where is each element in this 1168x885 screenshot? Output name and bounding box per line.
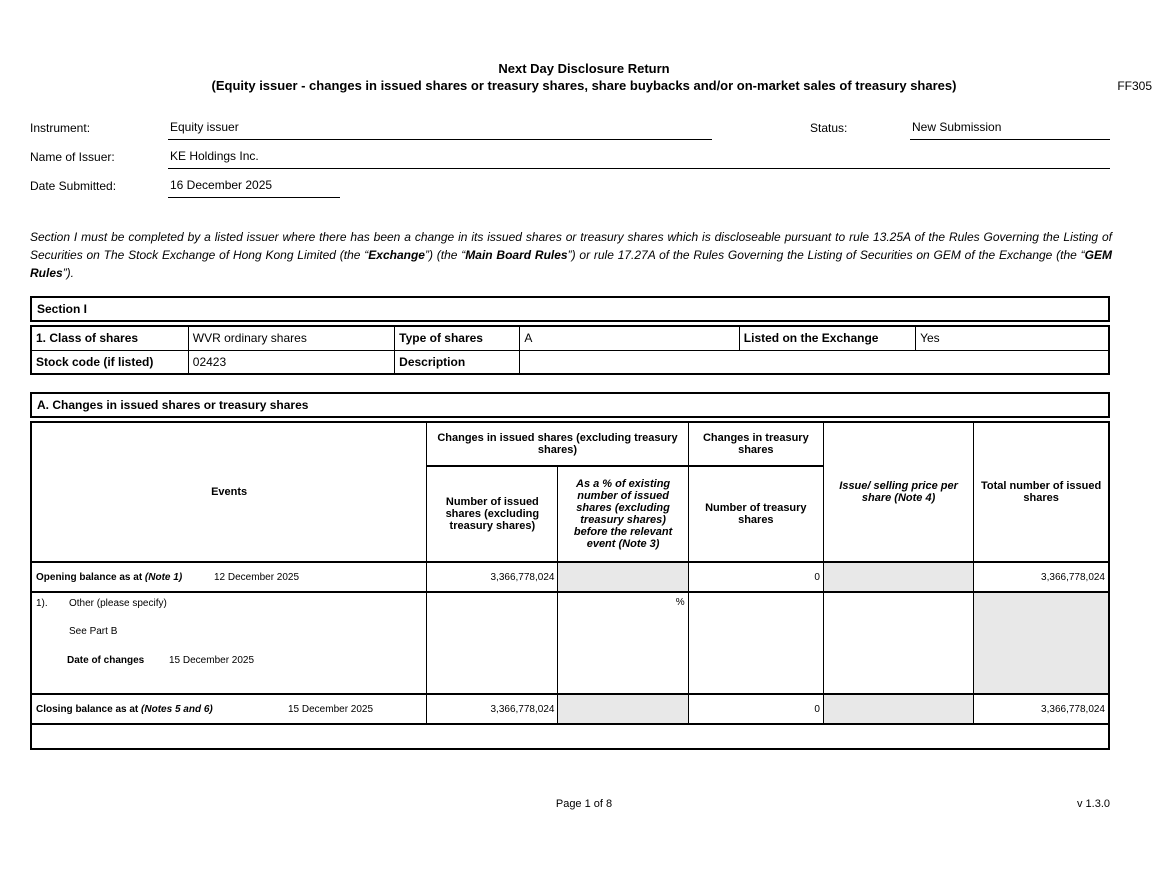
opening-balance-note: (Note 1) [144,571,183,583]
closing-num-issued: 3,366,778,024 [427,694,558,724]
page-subtitle: (Equity issuer - changes in issued shares or treasury shares, share buybacks and/or on-market sales of treasury shares) [211,78,957,93]
empty-row [31,724,1109,749]
event-total-cell-shaded [974,592,1109,694]
event-date: 15 December 2025 [169,655,255,666]
intro-paragraph [30,228,1112,282]
listed-on-exchange-value: Yes [916,326,1109,350]
col-header-num-treasury: Number of treasury shares [688,466,823,562]
type-of-shares-label: Type of shares [395,326,520,350]
event-detail: See Part B [69,626,118,637]
share-class-table [30,325,1110,375]
class-of-shares-value: WVR ordinary shares [188,326,394,350]
col-header-total: Total number of issued shares [974,422,1109,562]
form-fields [30,120,1110,198]
col-header-price: Issue/ selling price per share (Note 4) [823,422,973,562]
col-header-num-issued: Number of issued shares (excluding treasury shares) [427,466,558,562]
part-a-header: A. Changes in issued shares or treasury shares [30,392,1110,418]
intro-part2: ”) (the “ [424,248,466,262]
closing-balance-label: Closing balance as at (Notes 5 and 6) [36,703,213,715]
closing-total: 3,366,778,024 [974,694,1109,724]
section1-header: Section I [30,296,1110,322]
closing-num-treasury: 0 [688,694,823,724]
intro-part4: ”). [62,266,75,280]
col-header-events: Events [31,422,427,562]
opening-balance-row [31,562,1109,592]
closing-pct-cell-shaded [558,694,688,724]
page-number: Page 1 of 8 [555,798,613,810]
listed-on-exchange-label: Listed on the Exchange [739,326,915,350]
issuer-value: KE Holdings Inc. [168,149,1110,169]
header-row-groups [31,422,1109,466]
closing-price-cell-shaded [823,694,973,724]
intro-bold-gem-rules: GEM Rules [30,248,1112,280]
col-header-pct-existing: As a % of existing number of issued shares (excluding treasury shares) before the relevant event (Note 3) [558,466,688,562]
col-group-changes-treasury: Changes in treasury shares [688,422,823,466]
status-label: Status: [810,121,848,135]
date-submitted-label: Date Submitted: [30,179,117,193]
opening-num-issued: 3,366,778,024 [427,562,558,592]
instrument-value: Equity issuer [168,120,712,140]
opening-pct-cell-shaded [558,562,688,592]
instrument-label: Instrument: [30,121,91,135]
stock-code-value: 02423 [188,350,394,374]
event-price [823,592,973,694]
event-pct-symbol: % [558,592,688,694]
opening-total: 3,366,778,024 [974,562,1109,592]
version-label: v 1.3.0 [1076,798,1110,810]
description-label: Description [395,350,520,374]
closing-balance-row [31,694,1109,724]
intro-part3: ”) or rule 17.27A of the Rules Governing the Listing of Securities on GEM of the Exchange (the “ [567,248,1085,262]
opening-balance-date: 12 December 2025 [214,571,300,583]
closing-balance-date: 15 December 2025 [288,703,374,715]
opening-balance-label: Opening balance as at (Note 1) [36,571,183,583]
intro-bold-main-board-rules: Main Board Rules [465,248,568,262]
title-block [0,60,1168,94]
event-num-issued [427,592,558,694]
class-of-shares-label: 1. Class of shares [31,326,188,350]
type-of-shares-value: A [520,326,739,350]
instrument-row [30,120,1110,140]
event-date-label: Date of changes [67,655,145,666]
description-value [520,350,1109,374]
stock-code-row [31,350,1109,374]
status-value: New Submission [910,120,1110,140]
empty-cell [31,724,1109,749]
disclosure-return-page [0,60,1168,885]
stock-code-label: Stock code (if listed) [31,350,188,374]
class-of-shares-row [31,326,1109,350]
intro-part1: Section I must be completed by a listed issuer where there has been a change in its issued shares or treasury shares which is discloseable pursuant to rule 13.25A of the Rules Governing the Listing of Securities on The Stock Exchange of Hong Kong Limited (the “ [30,230,1112,262]
intro-bold-exchange: Exchange [368,248,425,262]
page-title: Next Day Disclosure Return [498,61,670,76]
event-num-treasury [688,592,823,694]
issuer-row [30,149,1110,169]
col-group-changes-issued: Changes in issued shares (excluding treasury shares) [427,422,688,466]
event-label: Other (please specify) [69,598,167,609]
changes-table [30,421,1110,750]
closing-balance-note: (Notes 5 and 6) [141,703,213,715]
opening-price-cell-shaded [823,562,973,592]
opening-num-treasury: 0 [688,562,823,592]
event-row-other [31,592,1109,694]
event-index: 1). [36,598,48,609]
date-submitted-row [30,178,1110,198]
issuer-label: Name of Issuer: [30,150,115,164]
date-submitted-value: 16 December 2025 [168,178,340,198]
form-code: FF305 [1117,79,1152,93]
